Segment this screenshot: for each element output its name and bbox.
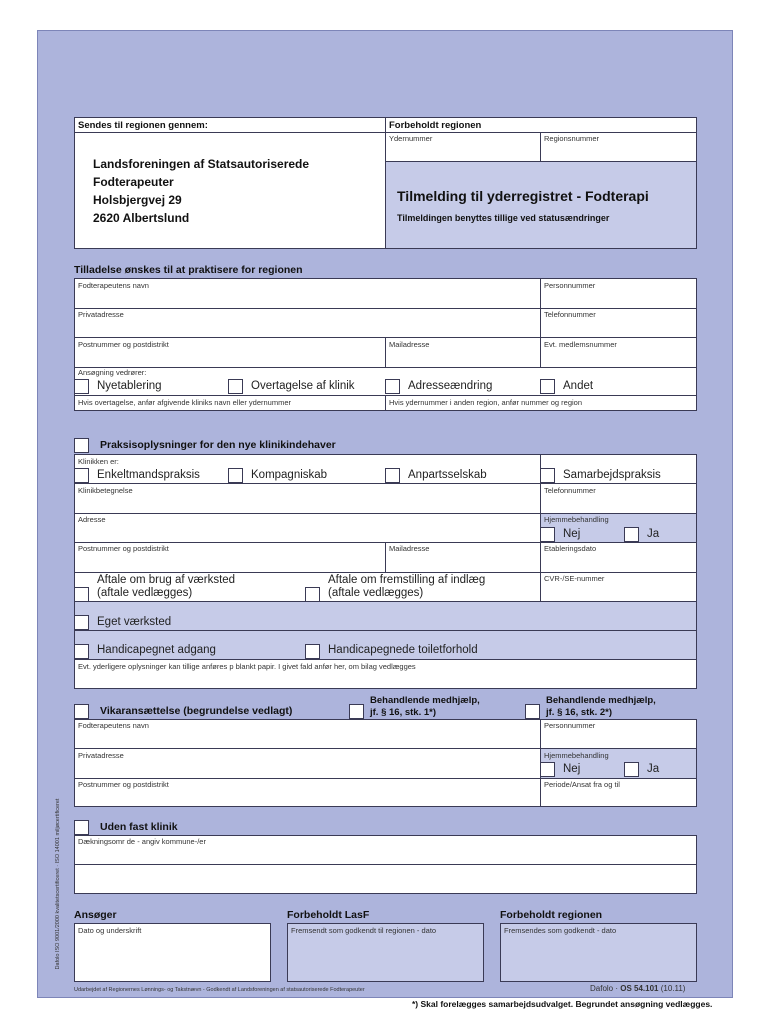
clinic-address-label: Adresse <box>78 515 106 524</box>
form-code: OS 54.101 <box>620 984 659 993</box>
assistant-stk1-label <box>370 695 480 719</box>
handicap-toilet-label: Handicapegnede toiletforhold <box>328 644 478 656</box>
clinic-type-label: Samarbejdspraksis <box>563 469 661 481</box>
signature-label: Dato og underskrift <box>78 926 142 935</box>
handicap-access-checkbox[interactable] <box>74 644 89 659</box>
yes-label: Ja <box>647 528 660 540</box>
workshop-agreement-checkbox[interactable] <box>74 587 89 602</box>
takeover-note: Hvis overtagelse, anfør afgivende kliniks navn eller ydernummer <box>78 398 292 407</box>
assistant-stk2-line: Behandlende medhjælp, <box>546 695 656 706</box>
side-certification-text: Dafolo ISO 9001/2000 kvalitetscertificeret · ISO 14001 miljøcertificeret <box>55 798 61 970</box>
private-address-label: Privatadresse <box>78 310 124 319</box>
footnote: *) Skal forelægges samarbejdsudvalget. Begrundet ansøgning vedlægges. <box>412 999 713 1009</box>
option-label: Nyetablering <box>97 380 162 392</box>
clinic-postal-label: Postnummer og postdistrikt <box>78 544 169 553</box>
reserved-label: Forbeholdt regionen <box>389 120 482 131</box>
insole-agreement-checkbox[interactable] <box>305 587 320 602</box>
substitute-checkbox[interactable] <box>74 704 89 719</box>
yder-label: Ydernummer <box>389 134 433 143</box>
recipient-address <box>93 155 309 227</box>
option-label: Adresseændring <box>408 380 493 392</box>
sub-home-yes-checkbox[interactable] <box>624 762 639 777</box>
own-workshop-label: Eget værksted <box>97 616 172 628</box>
handicap-access-label: Handicapegnet adgang <box>97 644 216 656</box>
workshop-agreement-line: (aftale vedlægges) <box>97 587 193 599</box>
clinic-type-label: Anpartsselskab <box>408 469 487 481</box>
region-reserved-title: Forbeholdt regionen <box>500 909 603 921</box>
sub-no-label: Nej <box>563 763 581 775</box>
handicap-toilet-checkbox[interactable] <box>305 644 320 659</box>
insole-agreement-line: (aftale vedlægges) <box>328 587 424 599</box>
form-title: Tilmelding til yderregistret - Fodterapi <box>397 188 649 204</box>
home-treatment-no-checkbox[interactable] <box>540 527 555 542</box>
region-number-label: Regionsnummer <box>544 134 600 143</box>
established-label: Etableringsdato <box>544 544 597 553</box>
send-label: Sendes til regionen gennem: <box>78 120 208 131</box>
member-number-label: Evt. medlemsnummer <box>544 340 617 349</box>
extra-info-note: Evt. yderligere oplysninger kan tillige anføres p blankt papir. I givet fald anfør her, om bilag vedlægges <box>78 662 416 671</box>
cvr-label: CVR-/SE-nummer <box>544 574 605 583</box>
practice-title: Praksisoplysninger for den nye klinikindehaver <box>100 439 336 451</box>
form-subtitle: Tilmeldingen benyttes tillige ved statusændringer <box>397 213 610 223</box>
region-date-label: Fremsendes som godkendt - dato <box>504 926 617 935</box>
takeover-checkbox[interactable] <box>228 379 243 394</box>
assistant-stk1-line: jf. § 16, stk. 1*) <box>370 707 437 718</box>
clinic-phone-label: Telefonnummer <box>544 486 596 495</box>
cpr-label: Personnummer <box>544 281 596 290</box>
form-prefix: Dafolo · <box>590 984 621 993</box>
address-line: 2620 Albertslund <box>93 211 190 225</box>
application-label: Ansøgning vedrører: <box>78 368 147 377</box>
form-number <box>590 984 685 993</box>
clinic-name-label: Klinikbetegnelse <box>78 486 133 495</box>
address-line: Holsbjergvej 29 <box>93 193 182 207</box>
clinic-type-label: Enkeltmandspraksis <box>97 469 200 481</box>
workshop-agreement-line: Aftale om brug af værksted <box>97 574 236 586</box>
other-region-note: Hvis ydernummer i anden region, anfør nummer og region <box>389 398 583 407</box>
option-label: Andet <box>563 380 594 392</box>
home-treatment-yes-checkbox[interactable] <box>624 527 639 542</box>
address-line: Landsforeningen af Statsautoriserede <box>93 157 310 171</box>
insole-agreement-label <box>328 574 485 600</box>
clinic-is-label: Klinikken er: <box>78 457 119 466</box>
nyetablering-checkbox[interactable] <box>74 379 89 394</box>
credit-text: Udarbejdet af Regionernes Lønnings- og Takstnævn - Godkendt af Landsforeningen af statsautoriserede Fodterapeuter <box>74 987 365 993</box>
clinic-type-label: Kompagniskab <box>251 469 328 481</box>
lasf-label: Fremsendt som godkendt til regionen - dato <box>291 926 437 935</box>
sub-yes-label: Ja <box>647 763 660 775</box>
insole-agreement-line: Aftale om fremstilling af indlæg <box>328 574 486 586</box>
partnership-checkbox[interactable] <box>228 468 243 483</box>
no-label: Nej <box>563 528 581 540</box>
sub-cpr-label: Personnummer <box>544 721 596 730</box>
clinic-mail-label: Mailadresse <box>389 544 430 553</box>
assistant-stk2-checkbox[interactable] <box>525 704 540 719</box>
substitute-title: Vikaransættelse (begrundelse vedlagt) <box>100 705 293 717</box>
no-clinic-checkbox[interactable] <box>74 820 89 835</box>
sub-home-treatment-label: Hjemmebehandling <box>544 751 609 760</box>
address-line: Fodterapeuter <box>93 175 174 189</box>
sub-private-address-label: Privatadresse <box>78 751 124 760</box>
assistant-stk2-line: jf. § 16, stk. 2*) <box>546 707 613 718</box>
other-checkbox[interactable] <box>540 379 555 394</box>
phone-label: Telefonnummer <box>544 310 596 319</box>
form-page <box>37 30 733 998</box>
sub-home-no-checkbox[interactable] <box>540 762 555 777</box>
period-label: Periode/Ansat fra og til <box>544 780 620 789</box>
address-change-checkbox[interactable] <box>385 379 400 394</box>
sub-postal-label: Postnummer og postdistrikt <box>78 780 169 789</box>
home-treatment-label: Hjemmebehandling <box>544 515 609 524</box>
sub-name-label: Fodterapeutens navn <box>78 721 149 730</box>
own-workshop-checkbox[interactable] <box>74 615 89 630</box>
assistant-stk1-line: Behandlende medhjælp, <box>370 695 480 706</box>
permit-title: Tilladelse ønskes til at praktisere for regionen <box>74 264 303 276</box>
single-practice-checkbox[interactable] <box>74 468 89 483</box>
applicant-title: Ansøger <box>74 909 117 921</box>
workshop-agreement-label <box>97 574 235 600</box>
name-label: Fodterapeutens navn <box>78 281 149 290</box>
lasf-title: Forbeholdt LasF <box>287 909 370 921</box>
mail-label: Mailadresse <box>389 340 430 349</box>
no-clinic-title: Uden fast klinik <box>100 821 178 833</box>
practice-checkbox[interactable] <box>74 438 89 453</box>
option-label: Overtagelse af klinik <box>251 380 355 392</box>
coverage-label: Dækningsomr de - angiv kommune-/er <box>78 837 206 846</box>
assistant-stk1-checkbox[interactable] <box>349 704 364 719</box>
cooperative-practice-checkbox[interactable] <box>540 468 555 483</box>
form-version: (10.11) <box>658 984 686 993</box>
postal-label: Postnummer og postdistrikt <box>78 340 169 349</box>
aps-checkbox[interactable] <box>385 468 400 483</box>
assistant-stk2-label <box>546 695 656 719</box>
